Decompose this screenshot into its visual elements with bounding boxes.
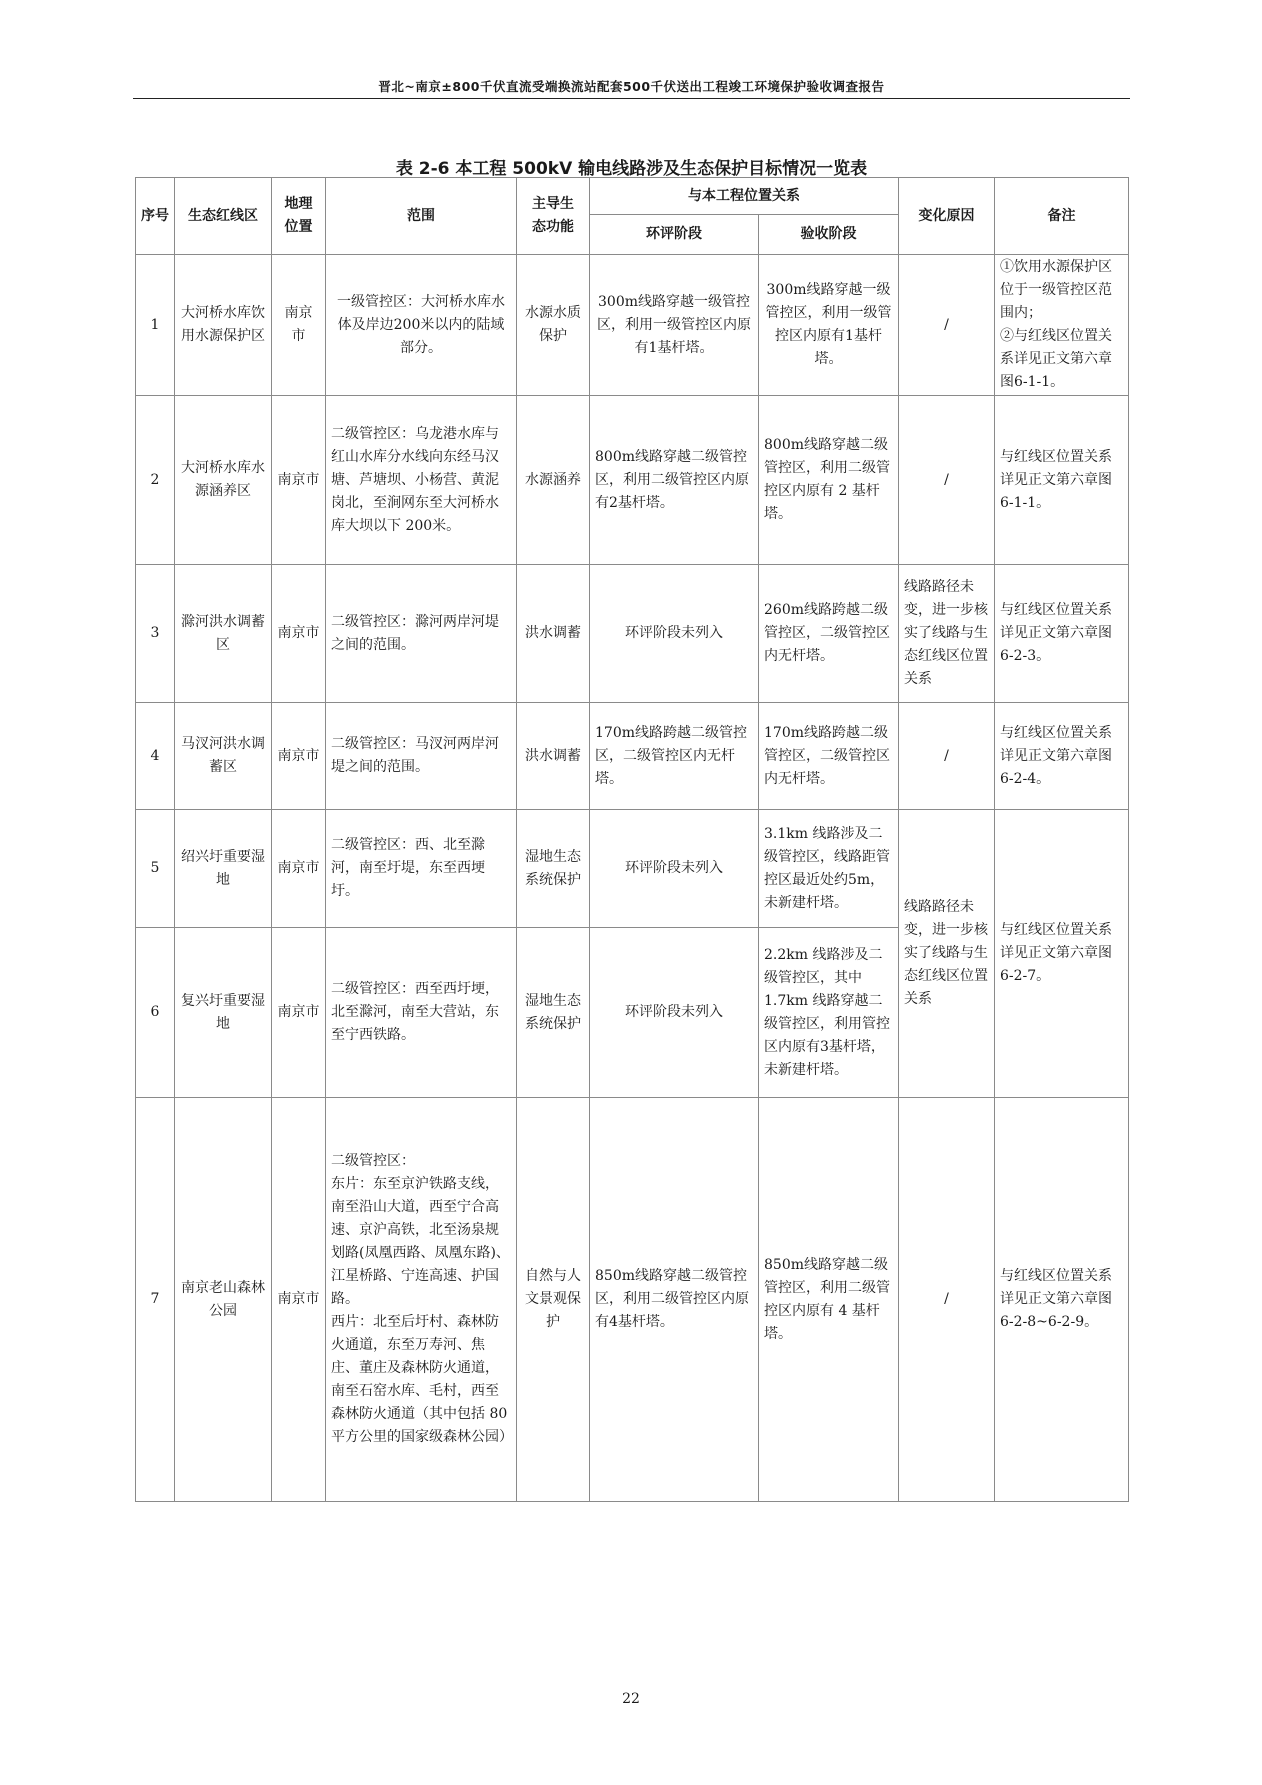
header-location: 地理 位置 [272, 178, 326, 255]
row-no: 6 [136, 928, 175, 1098]
row-acceptance: 170m线路跨越二级管控区，二级管控区内无杆塔。 [759, 703, 899, 810]
row-scope: 二级管控区：乌龙港水库与红山水库分水线向东经马汉塘、芦塘坝、小杨营、黄泥岗北，至涧网东至大河桥水库大坝以下 200米。 [326, 396, 517, 565]
row-function: 湿地生态系统保护 [517, 928, 590, 1098]
row-zone: 滁河洪水调蓄区 [175, 565, 272, 703]
row-acceptance: 850m线路穿越二级管控区，利用二级管控区内原有 4 基杆塔。 [759, 1098, 899, 1502]
row-scope: 二级管控区：西、北至滁河，南至圩堤，东至西埂圩。 [326, 810, 517, 928]
row-location: 南京市 [272, 396, 326, 565]
row-acceptance: 800m线路穿越二级管控区，利用二级管控区内原有 2 基杆塔。 [759, 396, 899, 565]
row-location: 南京市 [272, 810, 326, 928]
header-no: 序号 [136, 178, 175, 255]
header-relation: 与本工程位置关系 [590, 178, 899, 215]
page-header: 晋北~南京±800千伏直流受端换流站配套500千伏送出工程竣工环境保护验收调查报告 [378, 79, 885, 94]
row-function: 自然与人文景观保护 [517, 1098, 590, 1502]
table-row [136, 1098, 1129, 1502]
row-acceptance: 260m线路跨越二级管控区，二级管控区内无杆塔。 [759, 565, 899, 703]
row-zone: 绍兴圩重要湿地 [175, 810, 272, 928]
row-no: 1 [136, 255, 175, 396]
row-no: 4 [136, 703, 175, 810]
header-zone: 生态红线区 [175, 178, 272, 255]
header-scope: 范围 [326, 178, 517, 255]
row-scope: 二级管控区：西至西圩埂，北至滁河，南至大营站，东至宁西铁路。 [326, 928, 517, 1098]
row-function: 洪水调蓄 [517, 565, 590, 703]
row-no: 2 [136, 396, 175, 565]
ecological-targets-table [135, 177, 1129, 1502]
row-acceptance: 3.1km 线路涉及二级管控区，线路距管控区最近处约5m，未新建杆塔。 [759, 810, 899, 928]
header-function: 主导生 态功能 [517, 178, 590, 255]
row-reason: / [899, 1098, 995, 1502]
row-zone: 大河桥水库饮用水源保护区 [175, 255, 272, 396]
row-remark: 与红线区位置关系详见正文第六章图6-2-3。 [995, 565, 1129, 703]
row-eia: 环评阶段未列入 [590, 928, 759, 1098]
row-reason: 线路路径未变，进一步核实了线路与生态红线区位置关系 [899, 565, 995, 703]
row-reason: / [899, 255, 995, 396]
row-zone: 马汊河洪水调蓄区 [175, 703, 272, 810]
row-scope: 二级管控区： 东片：东至京沪铁路支线，南至沿山大道，西至宁合高速、京沪高铁，北至汤泉规划路(凤凰西路、凤凰东路)、江星桥路、宁连高速、护国路。 西片：北至后圩村、森林防火通道，东至万寿河、焦庄、董庄及森林防火通道，南至石窑水库、毛村，西至森林防火通道（其中包括 80 平方公里的国家级森林公园） [326, 1098, 517, 1502]
row-function: 水源涵养 [517, 396, 590, 565]
row-eia: 800m线路穿越二级管控区，利用二级管控区内原有2基杆塔。 [590, 396, 759, 565]
row-scope: 二级管控区：马汊河两岸河堤之间的范围。 [326, 703, 517, 810]
row-eia: 170m线路跨越二级管控区，二级管控区内无杆塔。 [590, 703, 759, 810]
page-number: 22 [622, 1691, 640, 1707]
row-reason: 线路路径未变，进一步核实了线路与生态红线区位置关系 [899, 810, 995, 1098]
table-title: 表 2-6 本工程 500kV 输电线路涉及生态保护目标情况一览表 [395, 159, 868, 179]
row-remark: 与红线区位置关系详见正文第六章图6-1-1。 [995, 396, 1129, 565]
row-remark: 与红线区位置关系详见正文第六章图6-2-4。 [995, 703, 1129, 810]
table-row [136, 703, 1129, 810]
row-reason: / [899, 396, 995, 565]
row-no: 3 [136, 565, 175, 703]
row-remark: 与红线区位置关系详见正文第六章图6-2-7。 [995, 810, 1129, 1098]
row-remark: ①饮用水源保护区位于一级管控区范围内； ②与红线区位置关系详见正文第六章图6-1-1。 [995, 255, 1129, 396]
row-zone: 大河桥水库水源涵养区 [175, 396, 272, 565]
row-function: 洪水调蓄 [517, 703, 590, 810]
row-scope: 一级管控区：大河桥水库水体及岸边200米以内的陆域部分。 [326, 255, 517, 396]
table-row [136, 810, 1129, 928]
row-acceptance: 2.2km 线路涉及二级管控区，其中1.7km 线路穿越二级管控区，利用管控区内原有3基杆塔，未新建杆塔。 [759, 928, 899, 1098]
row-no: 7 [136, 1098, 175, 1502]
row-function: 湿地生态系统保护 [517, 810, 590, 928]
row-reason: / [899, 703, 995, 810]
row-eia: 环评阶段未列入 [590, 565, 759, 703]
row-scope: 二级管控区：滁河两岸河堤之间的范围。 [326, 565, 517, 703]
row-location: 南京市 [272, 703, 326, 810]
table-row [136, 565, 1129, 703]
row-acceptance: 300m线路穿越一级管控区，利用一级管控区内原有1基杆塔。 [759, 255, 899, 396]
table-row [136, 396, 1129, 565]
row-location: 南京市 [272, 565, 326, 703]
table-row [136, 255, 1129, 396]
header-acceptance: 验收阶段 [759, 215, 899, 255]
row-location: 南京 市 [272, 255, 326, 396]
row-remark: 与红线区位置关系详见正文第六章图 6-2-8~6-2-9。 [995, 1098, 1129, 1502]
row-location: 南京市 [272, 1098, 326, 1502]
row-no: 5 [136, 810, 175, 928]
row-eia: 环评阶段未列入 [590, 810, 759, 928]
row-location: 南京市 [272, 928, 326, 1098]
row-zone: 南京老山森林公园 [175, 1098, 272, 1502]
row-eia: 300m线路穿越一级管控区，利用一级管控区内原有1基杆塔。 [590, 255, 759, 396]
header-reason: 变化原因 [899, 178, 995, 255]
header-eia: 环评阶段 [590, 215, 759, 255]
row-zone: 复兴圩重要湿地 [175, 928, 272, 1098]
row-function: 水源水质保护 [517, 255, 590, 396]
header-remark: 备注 [995, 178, 1129, 255]
row-eia: 850m线路穿越二级管控区，利用二级管控区内原有4基杆塔。 [590, 1098, 759, 1502]
header-rule [133, 98, 1130, 99]
